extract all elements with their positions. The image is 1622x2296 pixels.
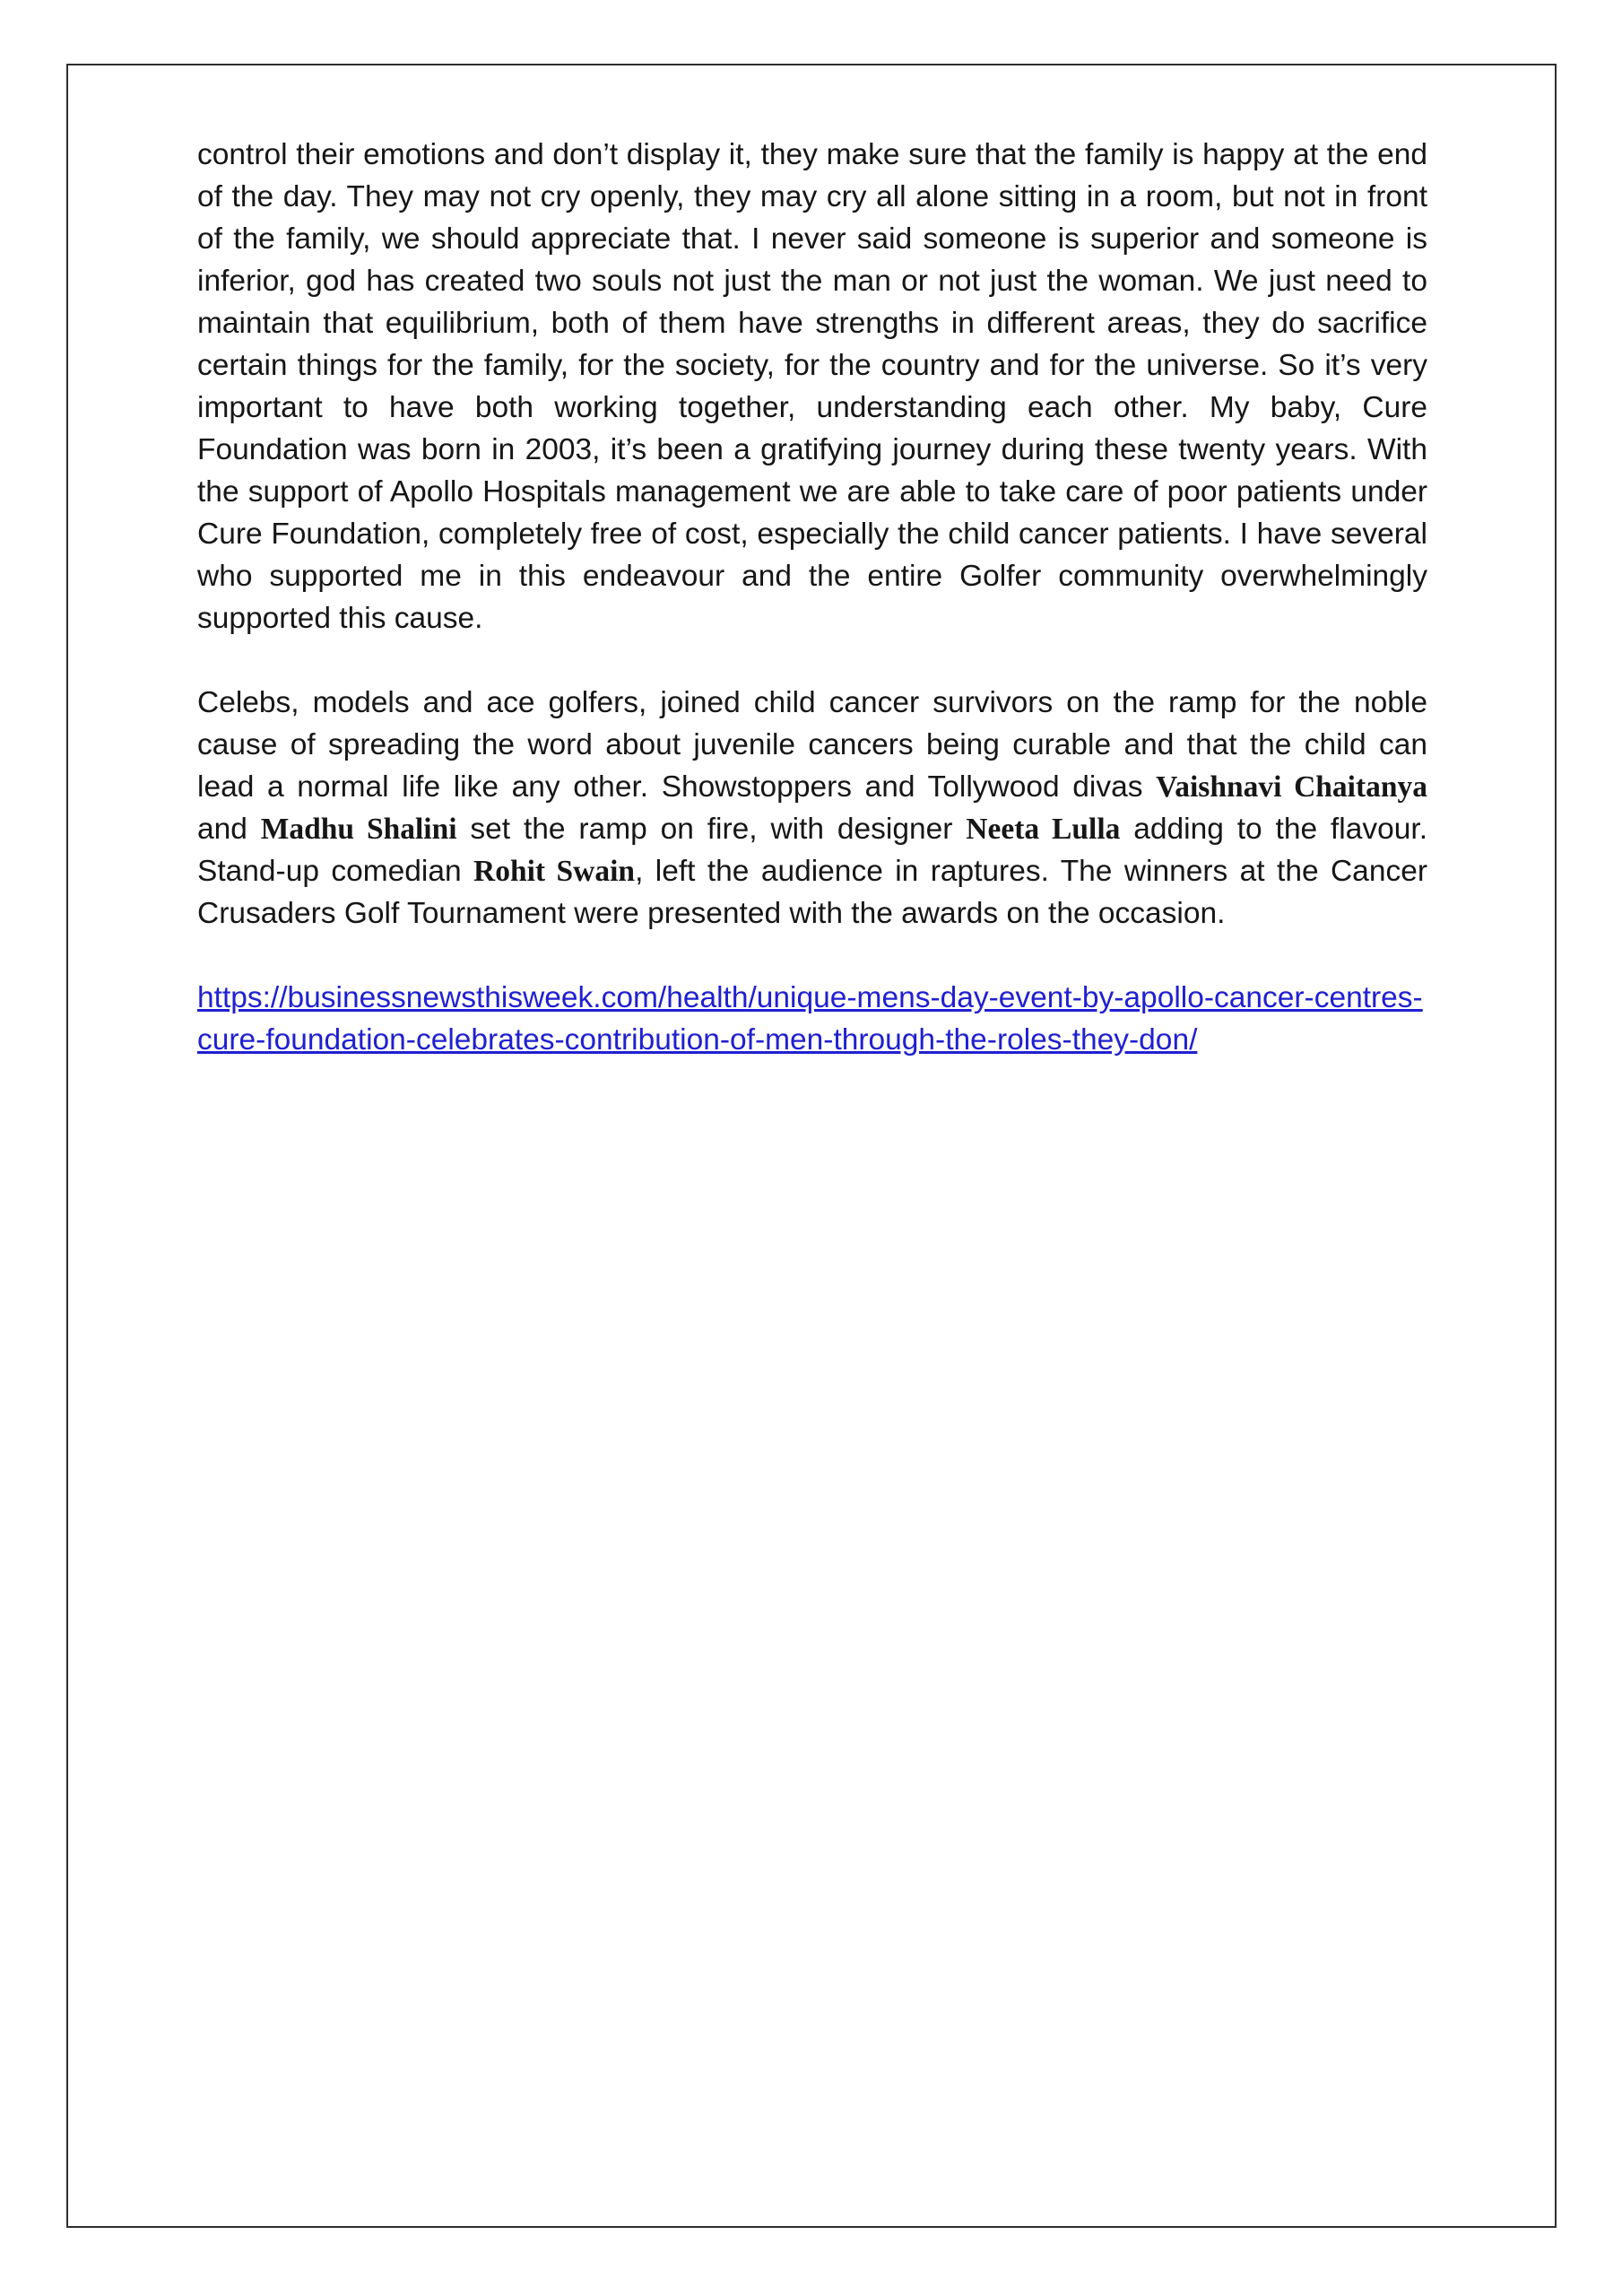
person-name-bold: Neeta Lulla [966, 813, 1121, 846]
text-run: Celebs, models and ace golfers, joined child cancer survivors on the ramp for the noble cause of spreading the word about juvenile cancers being curable and that the child can lead a normal life like any other. Showstoppers and Tollywood divas [197, 686, 1427, 804]
text-run: adding to the flavour. Stand-up comedian [197, 813, 1428, 888]
person-name-bold: Rohit Swain [473, 855, 636, 888]
paragraph-body-1: control their emotions and don’t display it, they make sure that the family is happy at the end of the day. They may not cry openly, they may cry all alone sitting in a room, but not in front of the family, we should appreciate that. I never said someone is superior and someone is inferior, god has created two souls not just the man or not just the woman. We just need to maintain that equilibrium, both of them have strengths in different areas, they do sacrifice certain things for the family, for the society, for the country and for the universe. So it’s very important to have both working together, understanding each other. My baby, Cure Foundation was born in 2003, it’s been a gratifying journey during these twenty years. With the support of Apollo Hospitals management we are able to take care of poor patients under Cure Foundation, completely free of cost, especially the child cancer patients. I have several who supported me in this endeavour and the entire Golfer community overwhelmingly supported this cause. [197, 138, 1427, 635]
person-name-bold: Vaishnavi Chaitanya [1156, 770, 1428, 804]
text-run: set the ramp on fire, with designer [456, 813, 967, 846]
text-run: and [197, 813, 261, 846]
link-paragraph [197, 977, 1427, 1061]
text-run: , left the audience in raptures. The winners at the Cancer Crusaders Golf Tournament were presented with the awards on the occasion. [197, 855, 1427, 930]
article-link[interactable]: https://businessnewsthisweek.com/health/unique-mens-day-event-by-apollo-cancer-centres-cure-foundation-celebrates-contribution-of-men-through-the-roles-they-don/ [197, 981, 1423, 1057]
page-content [197, 134, 1427, 1103]
person-name-bold: Madhu Shalini [260, 813, 457, 846]
paragraph-body-2 [197, 682, 1427, 935]
